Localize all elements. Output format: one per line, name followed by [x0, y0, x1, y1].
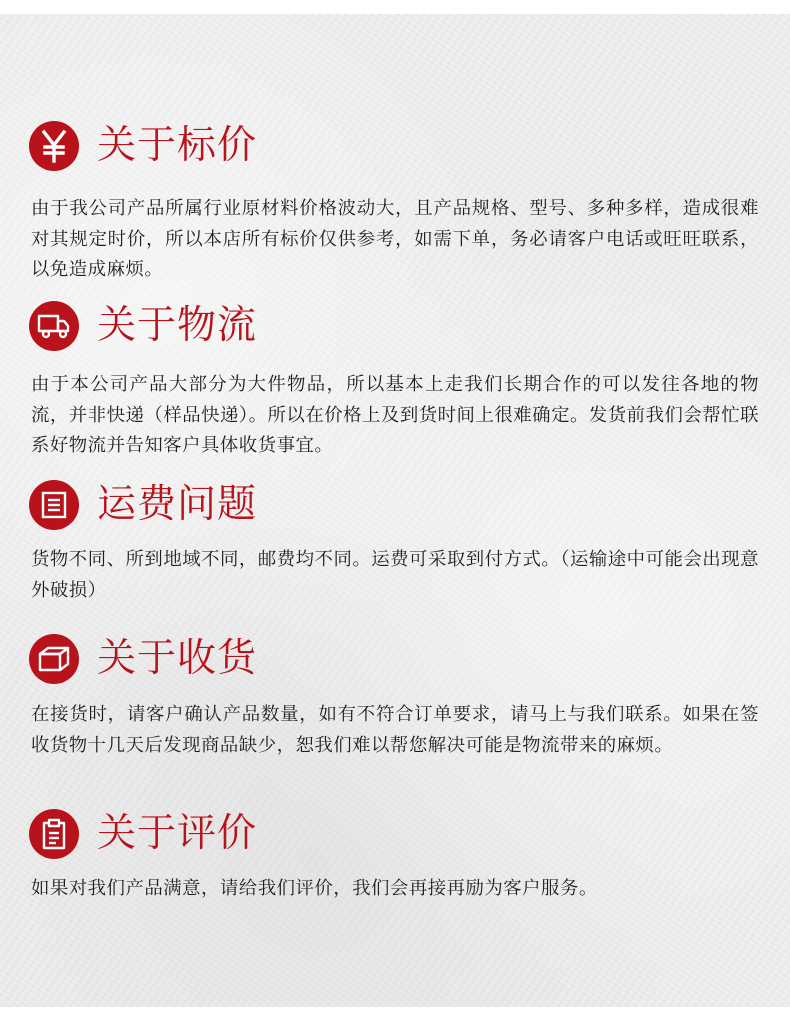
section-logistics [0, 298, 790, 456]
section-title: 关于标价 [97, 123, 258, 168]
clipboard-icon [29, 809, 79, 859]
box-icon [29, 634, 79, 684]
section-text: 在接货时，请客户确认产品数量，如有不符合订单要求，请马上与我们联系。如果在签收货物十几天后发现商品缺少，恕我们难以帮您解决可能是物流带来的麻烦。 [31, 704, 759, 756]
document-icon [29, 480, 79, 530]
section-pricing [0, 118, 790, 280]
section-header [0, 806, 790, 862]
section-header [0, 298, 790, 354]
section-receiving [0, 631, 790, 756]
section-text: 货物不同、所到地域不同，邮费均不同。运费可采取到付方式。（运输途中可能会出现意外破损） [31, 549, 759, 601]
yen-icon [29, 121, 79, 171]
section-text: 由于本公司产品大部分为大件物品，所以基本上走我们长期合作的可以发往各地的物流，并非快递（样品快递）。所以在价格上及到货时间上很难确定。发货前我们会帮忙联系好物流并告知客户具体收货事宜。 [31, 374, 759, 456]
section-text: 由于我公司产品所属行业原材料价格波动大，且产品规格、型号、多种多样，造成很难对其规定时价，所以本店所有标价仅供参考，如需下单，务必请客户电话或旺旺联系，以免造成麻烦。 [31, 198, 759, 280]
section-text: 如果对我们产品满意，请给我们评价，我们会再接再励为客户服务。 [31, 878, 598, 899]
section-title: 关于物流 [97, 303, 258, 348]
section-review [0, 806, 790, 899]
section-title: 关于评价 [97, 811, 258, 856]
section-header [0, 118, 790, 174]
section-shipping-fee [0, 477, 790, 601]
section-title: 运费问题 [97, 482, 258, 527]
truck-icon [29, 301, 79, 351]
section-header [0, 631, 790, 687]
section-title: 关于收货 [97, 636, 258, 681]
section-header [0, 477, 790, 533]
